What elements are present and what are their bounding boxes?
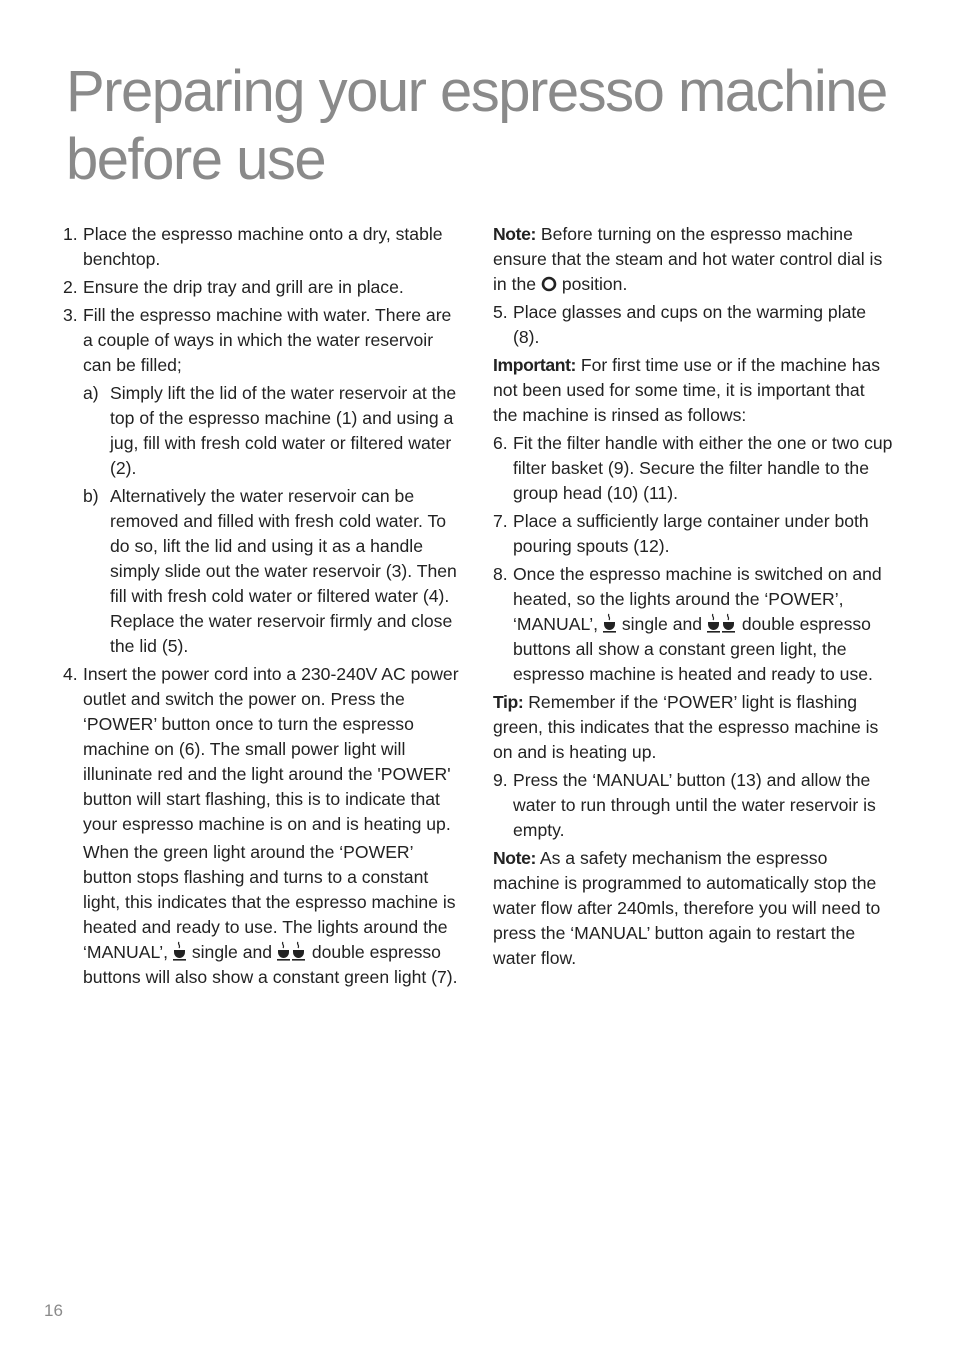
left-column	[63, 222, 463, 993]
page-title: Preparing your espresso machine before use	[66, 59, 887, 192]
tip	[493, 690, 893, 765]
sub-label: b)	[83, 486, 99, 506]
important-note	[493, 353, 893, 428]
item8-text-b: single and	[621, 614, 703, 634]
list-number: 8.	[493, 564, 508, 584]
note-2	[493, 846, 893, 971]
note-text-b: position.	[561, 274, 628, 294]
list-number: 4.	[63, 664, 78, 684]
list-number: 7.	[493, 511, 508, 531]
list-number: 3.	[63, 305, 78, 325]
list-item-5	[493, 300, 893, 350]
sub-text: Alternatively the water reservoir can be removed and filled with fresh cold water. To do so, lift the lid and using it as a handle simply slide out the water reservoir (3). Then fill with fresh cold water or filtered water (4). Replace the water reservoir firmly and close the lid (5).	[110, 486, 457, 656]
note-label: Note:	[493, 224, 536, 244]
list-item-8	[493, 562, 893, 687]
list-number: 6.	[493, 433, 508, 453]
note-text: As a safety mechanism the espresso machine is programmed to automatically stop the water flow after 240mls, therefore you will need to press the ‘MANUAL’ button again to restart the water flow.	[493, 848, 881, 968]
list-text: Ensure the drip tray and grill are in place.	[83, 277, 404, 297]
list-number: 1.	[63, 224, 78, 244]
sub-text: Simply lift the lid of the water reservoir at the top of the espresso machine (1) and using a jug, fill with fresh cold water or filtered water (2).	[110, 383, 457, 478]
single-cup-icon	[603, 613, 617, 633]
double-cup-icon	[707, 613, 737, 633]
sub-item-a	[83, 381, 463, 481]
right-column	[493, 222, 893, 974]
off-position-icon	[541, 275, 557, 293]
list-number: 5.	[493, 302, 508, 322]
double-cup-icon	[277, 941, 307, 961]
note-1	[493, 222, 893, 297]
tip-label: Tip:	[493, 692, 524, 712]
list-text: Fit the filter handle with either the one or two cup filter basket (9). Secure the filter handle to the group head (10) (11).	[513, 433, 893, 503]
list-item-4	[63, 662, 463, 837]
list-item-4-continued	[83, 840, 463, 990]
important-text: For first time use or if the machine has not been used for some time, it is important that the machine is rinsed as follows:	[493, 355, 881, 425]
list-text	[513, 562, 893, 687]
note-text-a: Before turning on the espresso machine ensure that the steam and hot water control dial is in the	[493, 224, 883, 294]
list-text: Place glasses and cups on the warming plate (8).	[513, 302, 867, 347]
list-item-1	[63, 222, 463, 272]
note-label: Note:	[493, 848, 536, 868]
item8-text-c: double espresso buttons all show a constant green light, the espresso machine is heated and ready to use.	[513, 614, 873, 684]
list-number: 9.	[493, 770, 508, 790]
list-number: 2.	[63, 277, 78, 297]
sub-label: a)	[83, 383, 99, 403]
list-text: Fill the espresso machine with water. There are a couple of ways in which the water reservoir can be filled;	[83, 305, 452, 375]
list-text: Place a sufficiently large container under both pouring spouts (12).	[513, 511, 869, 556]
item8-text-a: Once the espresso machine is switched on and heated, so the lights around the ‘POWER’, ‘MANUAL’,	[513, 564, 882, 634]
cont-text-b: single and	[191, 942, 273, 962]
important-label: Important:	[493, 355, 576, 375]
cont-text-c: double espresso buttons will also show a constant green light (7).	[83, 942, 458, 987]
cont-text-a: When the green light around the ‘POWER’ button stops flashing and turns to a constant light, this indicates that the espresso machine is heated and ready to use. The lights around the ‘MANUAL’,	[83, 842, 456, 962]
list-text: Press the ‘MANUAL’ button (13) and allow the water to run through until the water reservoir is empty.	[513, 770, 876, 840]
list-item-7	[493, 509, 893, 559]
list-item-2	[63, 275, 463, 300]
single-cup-icon	[173, 941, 187, 961]
list-item-9	[493, 768, 893, 843]
sub-item-b	[83, 484, 463, 659]
list-item-6	[493, 431, 893, 506]
tip-text: Remember if the ‘POWER’ light is flashing green, this indicates that the espresso machine is on and is heating up.	[493, 692, 879, 762]
list-item-3	[63, 303, 463, 378]
list-text: Insert the power cord into a 230-240V AC power outlet and switch the power on. Press the ‘POWER’ button once to turn the espresso machine on (6). The small power light will illuninate red and the light around the 'POWER' button will start flashing, this is to indicate that your espresso machine is on and is heating up.	[83, 664, 459, 834]
list-text: Place the espresso machine onto a dry, stable benchtop.	[83, 224, 443, 269]
page-number: 16	[44, 1301, 63, 1320]
